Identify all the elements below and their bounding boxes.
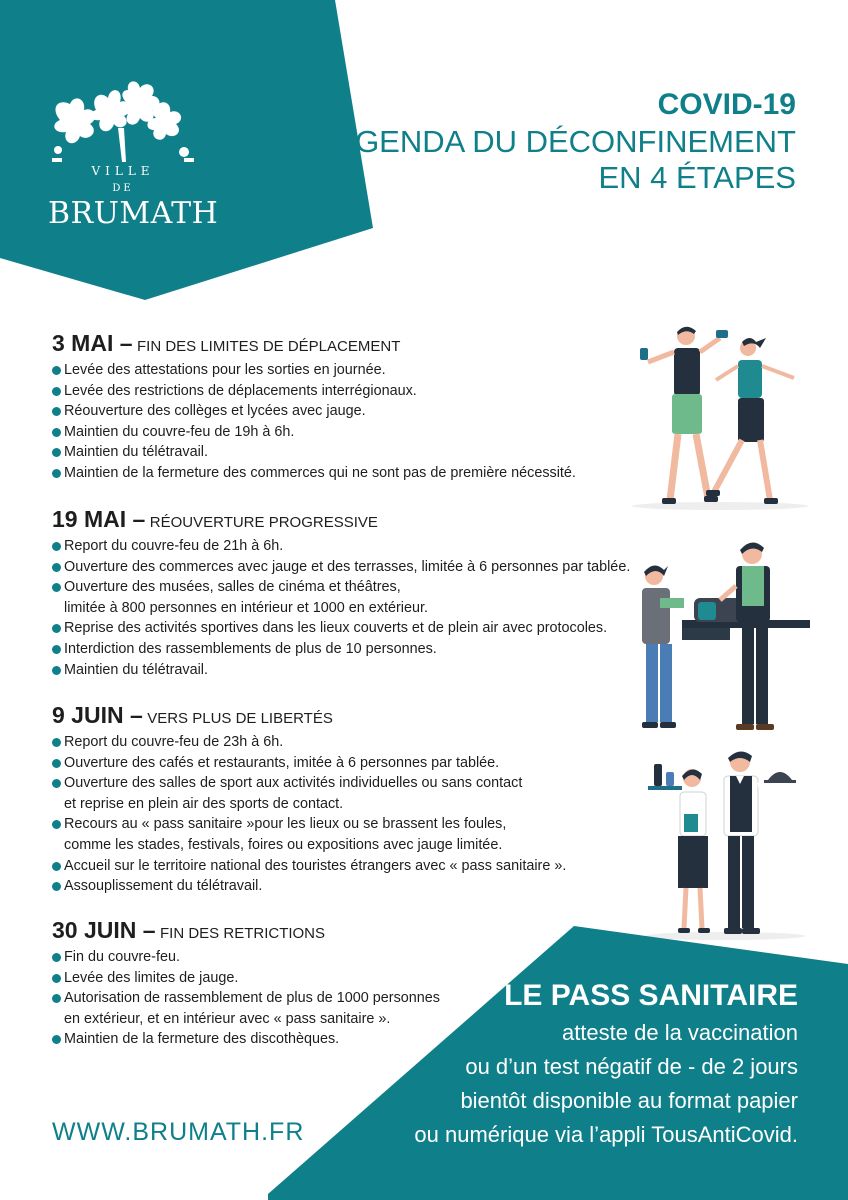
list-item-line: Ouverture des musées, salles de cinéma et théâtres, [64, 579, 401, 596]
logo-ville-text: VILLE [91, 164, 155, 178]
list-item: Maintien de la fermeture des commerces qui ne sont pas de première nécessité. [52, 463, 632, 484]
list-item: Maintien du télétravail. [52, 442, 632, 463]
list-item [52, 577, 632, 618]
list-item-line: Autorisation de rassemblement de plus de 1000 personnes [64, 990, 440, 1007]
section-date: 9 JUIN – [52, 702, 143, 728]
list-item: Assouplissement du télétravail. [52, 876, 632, 897]
brumath-logo [48, 80, 219, 240]
section-subtitle: RÉOUVERTURE PROGRESSIVE [149, 514, 378, 531]
section-heading [52, 330, 632, 360]
title-covid: COVID-19 [657, 88, 796, 121]
section-subtitle: VERS PLUS DE LIBERTÉS [147, 710, 333, 727]
section-list [52, 360, 632, 484]
shopping-counter-illustration [630, 536, 810, 736]
list-item: Ouverture des cafés et restaurants, imitée à 6 personnes par tablée. [52, 753, 632, 774]
list-item: Levée des limites de jauge. [52, 968, 632, 989]
section-date: 19 MAI – [52, 506, 146, 532]
section-list [52, 536, 632, 680]
list-item [52, 773, 632, 814]
list-item: Maintien du télétravail. [52, 660, 632, 681]
pass-line: bientôt disponible au format papier [460, 1088, 798, 1113]
list-item: Réouverture des collèges et lycées avec jauge. [52, 401, 632, 422]
pass-line: ou numérique via l’appli TousAntiCovid. [414, 1122, 798, 1147]
list-item-line: Recours au « pass sanitaire »pour les lieux ou se brassent les foules, [64, 816, 507, 833]
list-item: Ouverture des commerces avec jauge et des terrasses, limitée à 6 personnes par tablée. [52, 557, 632, 578]
list-item: Report du couvre-feu de 21h à 6h. [52, 536, 632, 557]
pass-sanitaire-block [414, 976, 798, 1152]
pass-line: ou d’un test négatif de - de 2 jours [465, 1054, 798, 1079]
leaf-emblem-icon [48, 80, 198, 166]
pass-line: atteste de la vaccination [561, 1020, 798, 1045]
list-item: Fin du couvre-feu. [52, 947, 632, 968]
restaurant-waiters-illustration [640, 748, 810, 942]
logo-name-text: BRUMATH [48, 196, 219, 231]
fitness-people-illustration [630, 322, 810, 514]
page-title [334, 86, 796, 196]
section-19-mai [52, 506, 632, 680]
list-item-line: Ouverture des salles de sport aux activités individuelles ou sans contact [64, 775, 523, 792]
list-item-line: et reprise en plein air des sports de contact. [64, 795, 344, 812]
section-date: 3 MAI – [52, 330, 133, 356]
list-item-line: comme les stades, festivals, foires ou expositions avec jauge limitée. [64, 836, 503, 853]
list-item-line: limitée à 800 personnes en intérieur et 1000 en extérieur. [64, 599, 428, 616]
list-item: Maintien du couvre-feu de 19h à 6h. [52, 422, 632, 443]
logo-de-text: DE [112, 183, 134, 194]
pass-title: LE PASS SANITAIRE [504, 979, 798, 1012]
list-item-line: en extérieur, et en intérieur avec « pass sanitaire ». [64, 1010, 391, 1027]
section-subtitle: FIN DES RETRICTIONS [160, 925, 326, 942]
list-item: Interdiction des rassemblements de plus de 10 personnes. [52, 639, 632, 660]
website-link[interactable]: WWW.BRUMATH.FR [52, 1118, 305, 1146]
list-item: Reprise des activités sportives dans les lieux couverts et de plein air avec protocoles. [52, 618, 632, 639]
section-subtitle: FIN DES LIMITES DE DÉPLACEMENT [136, 338, 401, 355]
section-list [52, 732, 632, 897]
section-3-mai [52, 330, 632, 484]
section-9-juin [52, 702, 632, 897]
list-item: Maintien de la fermeture des discothèques. [52, 1029, 632, 1050]
list-item [52, 814, 632, 855]
list-item: Levée des restrictions de déplacements interrégionaux. [52, 381, 632, 402]
list-item: Levée des attestations pour les sorties en journée. [52, 360, 632, 381]
list-item: Report du couvre-feu de 23h à 6h. [52, 732, 632, 753]
list-item: Accueil sur le territoire national des touristes étrangers avec « pass sanitaire ». [52, 856, 632, 877]
title-line-1: AGENDA DU DÉCONFINEMENT [334, 124, 796, 159]
section-date: 30 JUIN – [52, 917, 156, 943]
title-line-2: EN 4 ÉTAPES [598, 160, 796, 195]
section-heading [52, 702, 632, 732]
section-heading [52, 506, 632, 536]
